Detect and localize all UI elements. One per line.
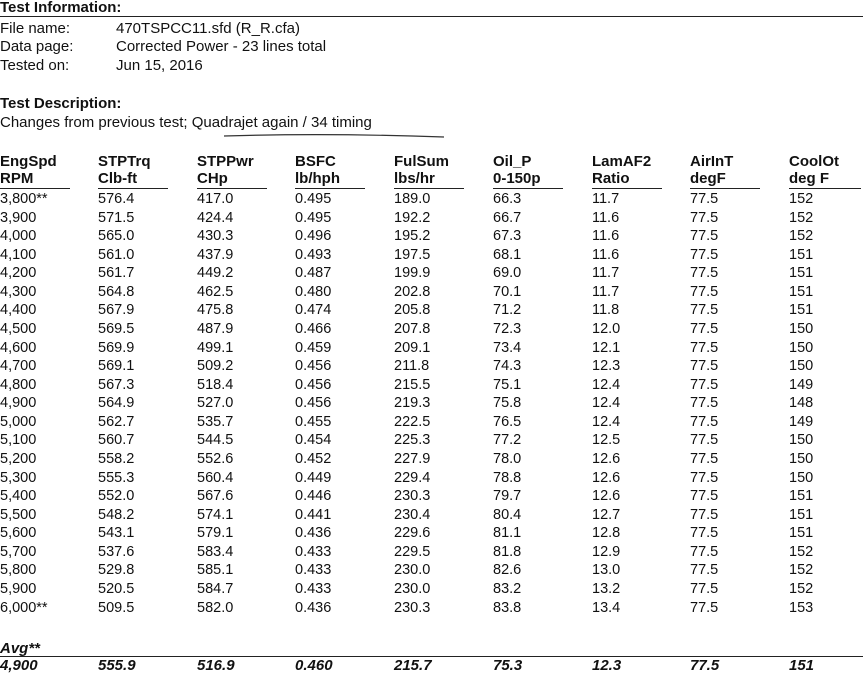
table-cell: 151 <box>789 246 814 263</box>
table-cell: 76.5 <box>493 413 522 430</box>
column-header-underline <box>98 188 168 189</box>
table-cell: 0.454 <box>295 432 332 449</box>
table-cell: 81.1 <box>493 525 522 542</box>
table-cell: 5,400 <box>0 488 37 505</box>
column-header-2-name: STPTrq <box>98 153 151 170</box>
table-cell: 4,900 <box>0 395 37 412</box>
table-cell: 0.452 <box>295 450 332 467</box>
table-cell: 569.1 <box>98 358 135 375</box>
tested-on-value: Jun 15, 2016 <box>116 57 203 74</box>
table-cell: 424.4 <box>197 209 234 226</box>
table-cell: 222.5 <box>394 413 431 430</box>
table-cell: 0.436 <box>295 599 332 616</box>
table-cell: 150 <box>789 339 814 356</box>
column-header-4-name: BSFC <box>295 153 336 170</box>
file-name-label: File name: <box>0 20 71 37</box>
table-cell: 75.8 <box>493 395 522 412</box>
table-cell: 82.6 <box>493 562 522 579</box>
table-cell: 0.495 <box>295 191 332 207</box>
table-cell: 152 <box>789 228 814 245</box>
table-cell: 152 <box>789 209 814 226</box>
table-cell: 150 <box>789 432 814 449</box>
average-cell: 555.9 <box>98 657 136 674</box>
table-cell: 567.3 <box>98 376 135 393</box>
table-cell: 3,800** <box>0 191 48 207</box>
table-cell: 555.3 <box>98 469 135 486</box>
table-cell: 449.2 <box>197 265 234 282</box>
table-cell: 4,400 <box>0 302 37 319</box>
table-cell: 0.449 <box>295 469 332 486</box>
table-cell: 72.3 <box>493 320 522 337</box>
table-cell: 509.5 <box>98 599 135 616</box>
table-cell: 77.2 <box>493 432 522 449</box>
table-cell: 78.0 <box>493 450 522 467</box>
table-cell: 225.3 <box>394 432 431 449</box>
table-cell: 529.8 <box>98 562 135 579</box>
column-header-underline <box>0 188 70 189</box>
table-cell: 71.2 <box>493 302 522 319</box>
table-cell: 229.5 <box>394 543 431 560</box>
table-cell: 567.6 <box>197 488 234 505</box>
table-cell: 12.3 <box>592 358 621 375</box>
table-cell: 565.0 <box>98 228 135 245</box>
table-cell: 152 <box>789 191 814 207</box>
column-header-2-unit: Clb-ft <box>98 170 138 187</box>
table-cell: 79.7 <box>493 488 522 505</box>
table-cell: 230.0 <box>394 562 431 579</box>
table-cell: 230.3 <box>394 488 431 505</box>
column-header-underline <box>789 188 861 189</box>
test-description-title: Test Description: <box>0 95 122 112</box>
table-cell: 227.9 <box>394 450 431 467</box>
table-cell: 77.5 <box>690 358 719 375</box>
table-cell: 527.0 <box>197 395 234 412</box>
table-cell: 77.5 <box>690 228 719 245</box>
column-header-9-unit: deg F <box>789 170 829 187</box>
table-cell: 0.456 <box>295 376 332 393</box>
table-cell: 207.8 <box>394 320 431 337</box>
table-cell: 77.5 <box>690 246 719 263</box>
table-cell: 12.6 <box>592 450 621 467</box>
column-header-5-name: FulSum <box>394 153 449 170</box>
column-header-5-unit: lbs/hr <box>394 170 435 187</box>
table-cell: 582.0 <box>197 599 234 616</box>
table-cell: 552.0 <box>98 488 135 505</box>
table-cell: 77.5 <box>690 339 719 356</box>
table-cell: 0.496 <box>295 228 332 245</box>
column-header-7-unit: Ratio <box>592 170 630 187</box>
table-cell: 475.8 <box>197 302 234 319</box>
table-cell: 149 <box>789 376 814 393</box>
table-cell: 150 <box>789 469 814 486</box>
table-cell: 77.5 <box>690 599 719 616</box>
table-cell: 77.5 <box>690 525 719 542</box>
table-cell: 150 <box>789 320 814 337</box>
table-cell: 579.1 <box>197 525 234 542</box>
table-cell: 12.7 <box>592 506 621 523</box>
table-cell: 215.5 <box>394 376 431 393</box>
table-cell: 0.466 <box>295 320 332 337</box>
average-title: Avg** <box>0 640 41 657</box>
file-name-value: 470TSPCC11.sfd (R_R.cfa) <box>116 20 300 37</box>
table-cell: 5,100 <box>0 432 37 449</box>
table-cell: 11.7 <box>592 191 620 207</box>
table-cell: 0.474 <box>295 302 332 319</box>
table-cell: 68.1 <box>493 246 522 263</box>
table-cell: 152 <box>789 543 814 560</box>
table-cell: 202.8 <box>394 283 431 300</box>
table-cell: 77.5 <box>690 209 719 226</box>
table-cell: 151 <box>789 525 814 542</box>
table-cell: 75.1 <box>493 376 522 393</box>
table-cell: 77.5 <box>690 283 719 300</box>
table-cell: 5,900 <box>0 580 37 597</box>
table-cell: 5,700 <box>0 543 37 560</box>
column-header-1-name: EngSpd <box>0 153 57 170</box>
column-header-6-name: Oil_P <box>493 153 532 170</box>
table-cell: 4,200 <box>0 265 37 282</box>
table-cell: 437.9 <box>197 246 234 263</box>
table-cell: 66.3 <box>493 191 522 207</box>
table-cell: 74.3 <box>493 358 522 375</box>
table-cell: 0.456 <box>295 358 332 375</box>
tested-on-label: Tested on: <box>0 57 70 74</box>
table-cell: 149 <box>789 413 814 430</box>
table-cell: 77.5 <box>690 302 719 319</box>
column-header-9-name: CoolOt <box>789 153 839 170</box>
table-cell: 0.433 <box>295 543 332 560</box>
table-cell: 151 <box>789 283 814 300</box>
table-cell: 229.6 <box>394 525 431 542</box>
table-cell: 197.5 <box>394 246 431 263</box>
table-cell: 69.0 <box>493 265 522 282</box>
table-cell: 11.6 <box>592 209 620 226</box>
table-cell: 11.8 <box>592 302 620 319</box>
table-cell: 153 <box>789 599 814 616</box>
table-cell: 77.5 <box>690 543 719 560</box>
table-cell: 535.7 <box>197 413 234 430</box>
table-cell: 211.8 <box>394 358 430 375</box>
table-cell: 544.5 <box>197 432 234 449</box>
table-cell: 560.7 <box>98 432 135 449</box>
handwritten-underline <box>0 0 863 150</box>
table-cell: 0.455 <box>295 413 332 430</box>
column-header-underline <box>493 188 563 189</box>
table-cell: 151 <box>789 488 814 505</box>
table-cell: 5,200 <box>0 450 37 467</box>
table-cell: 548.2 <box>98 506 135 523</box>
column-header-3-unit: CHp <box>197 170 228 187</box>
table-cell: 77.5 <box>690 506 719 523</box>
average-cell: 0.460 <box>295 657 333 674</box>
table-cell: 499.1 <box>197 339 234 356</box>
table-cell: 0.459 <box>295 339 332 356</box>
table-cell: 5,300 <box>0 469 37 486</box>
table-cell: 77.5 <box>690 320 719 337</box>
column-header-4-unit: lb/hph <box>295 170 340 187</box>
table-cell: 543.1 <box>98 525 135 542</box>
table-cell: 199.9 <box>394 265 431 282</box>
column-header-underline <box>295 188 365 189</box>
table-cell: 4,000 <box>0 228 37 245</box>
average-cell: 77.5 <box>690 657 720 674</box>
table-cell: 195.2 <box>394 228 431 245</box>
table-cell: 81.8 <box>493 543 522 560</box>
table-cell: 77.5 <box>690 265 719 282</box>
table-cell: 152 <box>789 580 814 597</box>
table-cell: 12.5 <box>592 432 621 449</box>
data-page-label: Data page: <box>0 38 74 55</box>
table-cell: 583.4 <box>197 543 234 560</box>
table-cell: 576.4 <box>98 191 135 207</box>
table-cell: 11.6 <box>592 228 620 245</box>
column-header-underline <box>394 188 464 189</box>
table-cell: 12.8 <box>592 525 621 542</box>
table-cell: 5,000 <box>0 413 37 430</box>
table-cell: 487.9 <box>197 320 234 337</box>
table-cell: 83.8 <box>493 599 522 616</box>
table-cell: 6,000** <box>0 599 48 616</box>
table-cell: 77.5 <box>690 488 719 505</box>
table-cell: 5,600 <box>0 525 37 542</box>
table-cell: 0.495 <box>295 209 332 226</box>
table-cell: 4,700 <box>0 358 37 375</box>
table-cell: 584.7 <box>197 580 234 597</box>
column-header-underline <box>592 188 662 189</box>
column-header-7-name: LamAF2 <box>592 153 652 170</box>
table-cell: 571.5 <box>98 209 135 226</box>
column-header-underline <box>197 188 267 189</box>
table-cell: 80.4 <box>493 506 522 523</box>
table-cell: 0.493 <box>295 246 332 263</box>
table-cell: 209.1 <box>394 339 431 356</box>
table-cell: 78.8 <box>493 469 522 486</box>
average-cell: 215.7 <box>394 657 432 674</box>
column-header-6-unit: 0-150p <box>493 170 541 187</box>
table-cell: 70.1 <box>493 283 522 300</box>
table-cell: 417.0 <box>197 191 234 207</box>
table-cell: 558.2 <box>98 450 135 467</box>
average-cell: 516.9 <box>197 657 235 674</box>
table-cell: 0.446 <box>295 488 332 505</box>
table-cell: 77.5 <box>690 432 719 449</box>
table-cell: 192.2 <box>394 209 431 226</box>
column-header-1-unit: RPM <box>0 170 34 187</box>
column-header-8-name: AirInT <box>690 153 734 170</box>
table-cell: 509.2 <box>197 358 234 375</box>
average-cell: 75.3 <box>493 657 523 674</box>
table-cell: 219.3 <box>394 395 431 412</box>
table-cell: 585.1 <box>197 562 234 579</box>
table-cell: 564.9 <box>98 395 135 412</box>
table-cell: 0.441 <box>295 506 332 523</box>
table-cell: 4,300 <box>0 283 37 300</box>
table-cell: 0.480 <box>295 283 332 300</box>
average-cell: 12.3 <box>592 657 622 674</box>
table-cell: 12.4 <box>592 413 621 430</box>
table-cell: 11.6 <box>592 246 620 263</box>
table-cell: 205.8 <box>394 302 431 319</box>
table-cell: 518.4 <box>197 376 234 393</box>
average-cell: 4,900 <box>0 657 38 674</box>
table-cell: 12.4 <box>592 395 621 412</box>
table-cell: 4,100 <box>0 246 37 263</box>
table-cell: 230.4 <box>394 506 431 523</box>
table-cell: 520.5 <box>98 580 135 597</box>
table-cell: 552.6 <box>197 450 234 467</box>
table-cell: 77.5 <box>690 580 719 597</box>
table-cell: 3,900 <box>0 209 37 226</box>
column-header-8-unit: degF <box>690 170 726 187</box>
table-cell: 151 <box>789 302 814 319</box>
table-cell: 5,800 <box>0 562 37 579</box>
table-cell: 567.9 <box>98 302 135 319</box>
table-cell: 77.5 <box>690 562 719 579</box>
table-cell: 77.5 <box>690 376 719 393</box>
table-cell: 560.4 <box>197 469 234 486</box>
table-cell: 67.3 <box>493 228 522 245</box>
table-cell: 77.5 <box>690 413 719 430</box>
table-cell: 564.8 <box>98 283 135 300</box>
table-cell: 12.9 <box>592 543 621 560</box>
table-cell: 537.6 <box>98 543 135 560</box>
table-cell: 12.4 <box>592 376 621 393</box>
table-cell: 569.5 <box>98 320 135 337</box>
table-cell: 12.1 <box>592 339 621 356</box>
table-cell: 151 <box>789 265 814 282</box>
table-cell: 430.3 <box>197 228 234 245</box>
table-cell: 12.6 <box>592 488 621 505</box>
table-cell: 150 <box>789 358 814 375</box>
table-cell: 0.433 <box>295 580 332 597</box>
table-cell: 4,800 <box>0 376 37 393</box>
table-cell: 462.5 <box>197 283 234 300</box>
table-cell: 229.4 <box>394 469 431 486</box>
column-header-3-name: STPPwr <box>197 153 254 170</box>
data-page-value: Corrected Power - 23 lines total <box>116 38 327 55</box>
table-cell: 152 <box>789 562 814 579</box>
table-cell: 148 <box>789 395 814 412</box>
table-cell: 13.2 <box>592 580 621 597</box>
table-cell: 151 <box>789 506 814 523</box>
table-cell: 0.456 <box>295 395 332 412</box>
average-cell: 151 <box>789 657 815 674</box>
table-cell: 12.6 <box>592 469 621 486</box>
table-cell: 150 <box>789 450 814 467</box>
test-information-title: Test Information: <box>0 0 122 16</box>
table-cell: 561.7 <box>98 265 135 282</box>
table-cell: 561.0 <box>98 246 135 263</box>
table-cell: 11.7 <box>592 283 620 300</box>
table-cell: 73.4 <box>493 339 522 356</box>
table-cell: 230.3 <box>394 599 431 616</box>
table-cell: 569.9 <box>98 339 135 356</box>
table-cell: 13.0 <box>592 562 621 579</box>
table-cell: 66.7 <box>493 209 522 226</box>
table-cell: 574.1 <box>197 506 234 523</box>
table-cell: 230.0 <box>394 580 431 597</box>
table-cell: 0.436 <box>295 525 332 542</box>
test-description-text: Changes from previous test; Quadrajet again / 34 timing <box>0 114 372 131</box>
table-cell: 12.0 <box>592 320 621 337</box>
table-cell: 77.5 <box>690 191 719 207</box>
table-cell: 189.0 <box>394 191 431 207</box>
table-cell: 77.5 <box>690 395 719 412</box>
table-cell: 11.7 <box>592 265 620 282</box>
table-cell: 4,600 <box>0 339 37 356</box>
table-cell: 83.2 <box>493 580 522 597</box>
table-cell: 13.4 <box>592 599 621 616</box>
table-cell: 0.433 <box>295 562 332 579</box>
table-cell: 77.5 <box>690 450 719 467</box>
table-cell: 562.7 <box>98 413 135 430</box>
table-cell: 5,500 <box>0 506 37 523</box>
table-cell: 77.5 <box>690 469 719 486</box>
table-cell: 4,500 <box>0 320 37 337</box>
column-header-underline <box>690 188 760 189</box>
table-cell: 0.487 <box>295 265 332 282</box>
